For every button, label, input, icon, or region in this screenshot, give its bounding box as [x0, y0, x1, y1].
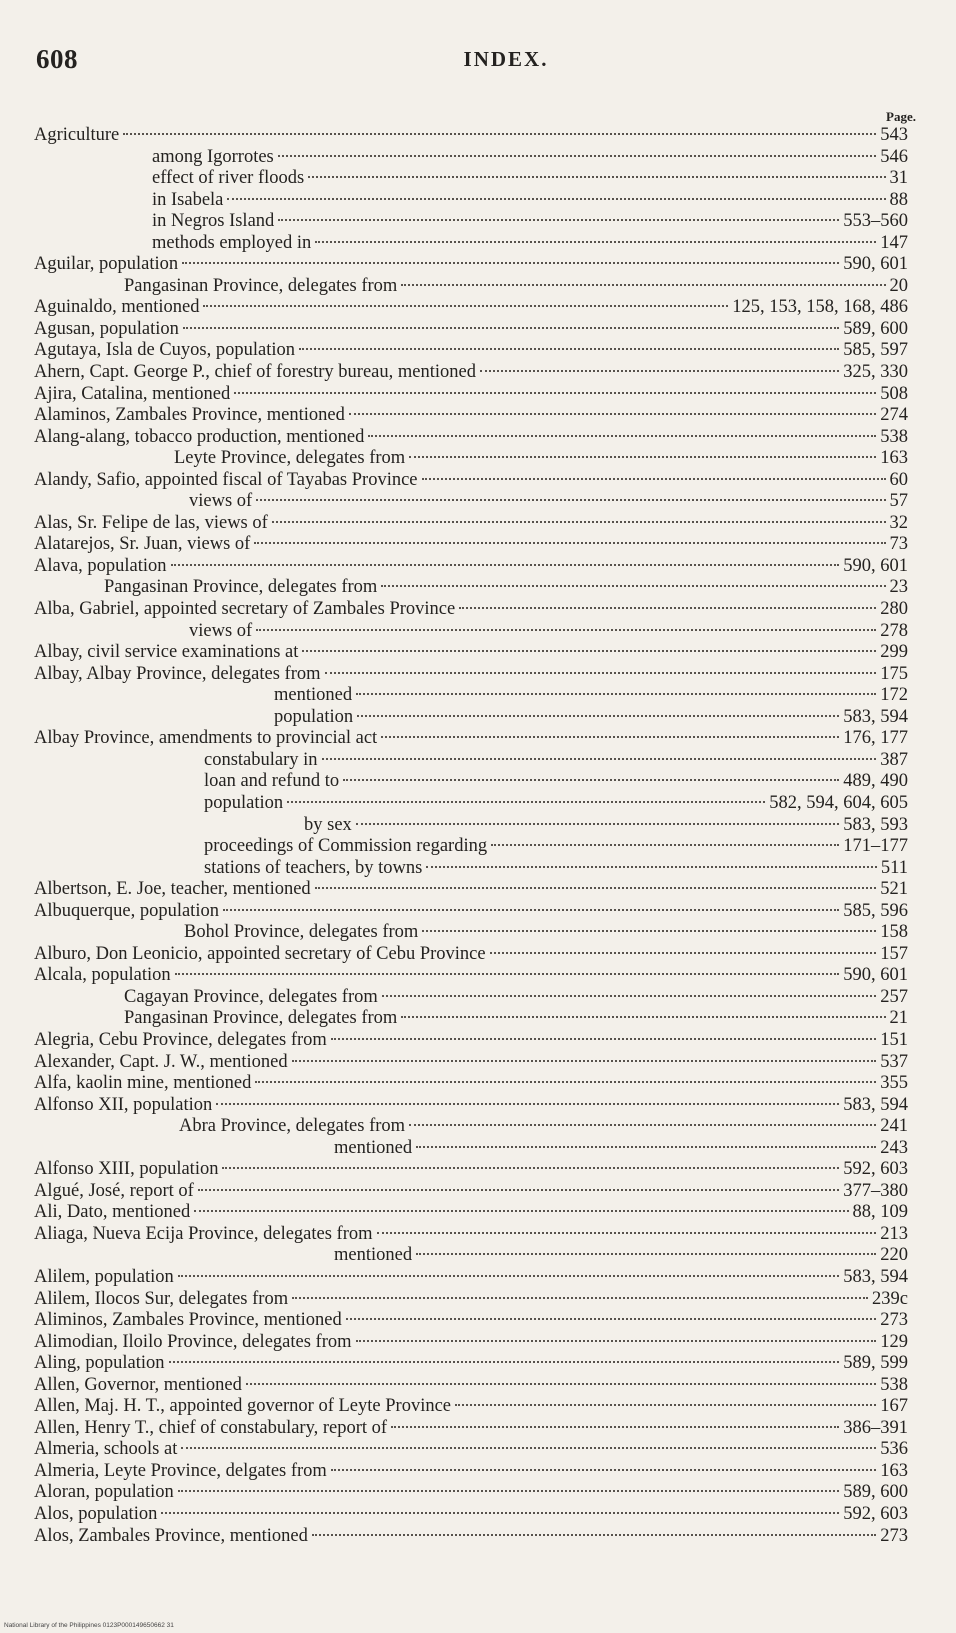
index-entry — [34, 362, 910, 384]
dot-leader — [203, 305, 728, 307]
dot-leader — [161, 1512, 839, 1514]
dot-leader — [459, 607, 876, 609]
index-entry — [34, 1138, 910, 1160]
index-entry — [34, 340, 910, 362]
entry-page-ref: 175 — [880, 663, 908, 684]
entry-page-ref: 583, 593 — [843, 814, 908, 835]
entry-page-ref: 171–177 — [843, 836, 908, 857]
dot-leader — [308, 176, 885, 178]
entry-term: Aguilar, population — [34, 254, 179, 275]
entry-term: Albuquerque, population — [34, 900, 219, 921]
entry-term: Almeria, Leyte Province, delgates from — [34, 1460, 327, 1481]
entry-term: Alimodian, Iloilo Province, delegates from — [34, 1331, 352, 1352]
entry-term: Pangasinan Province, delegates from — [124, 1008, 398, 1029]
dot-leader — [292, 1297, 868, 1299]
entry-page-ref: 299 — [880, 642, 908, 663]
entry-term: Alandy, Safio, appointed fiscal of Tayabas Province — [34, 469, 418, 490]
dot-leader — [123, 133, 876, 135]
dot-leader — [256, 629, 876, 631]
entry-page-ref: 590, 601 — [843, 254, 908, 275]
entry-term: Alilem, population — [34, 1266, 174, 1287]
entry-term: Leyte Province, delegates from — [174, 448, 406, 469]
entry-term: Allen, Maj. H. T., appointed governor of Leyte Province — [34, 1396, 451, 1417]
entry-page-ref: 239c — [872, 1288, 908, 1309]
index-entry — [34, 944, 910, 966]
index-entry — [34, 965, 910, 987]
entry-term: Albay, civil service examinations at — [34, 642, 299, 663]
running-title: INDEX. — [463, 47, 549, 71]
index-entry — [34, 1504, 910, 1526]
entry-page-ref: 213 — [880, 1223, 908, 1244]
page-header — [36, 44, 916, 80]
entry-term: Alba, Gabriel, appointed secretary of Zambales Province — [34, 599, 456, 620]
entry-term: Agriculture — [34, 125, 120, 145]
dot-leader — [356, 693, 876, 695]
entry-term: Algué, José, report of — [34, 1180, 194, 1201]
index-entry — [34, 405, 910, 427]
index-entry — [34, 1267, 910, 1289]
entry-term: among Igorrotes — [152, 146, 274, 167]
index-entry — [34, 642, 910, 664]
index-entry — [34, 1030, 910, 1052]
entry-term: Alos, population — [34, 1504, 158, 1524]
entry-term: views of — [189, 620, 253, 641]
entry-term: population — [274, 706, 354, 727]
dot-leader — [409, 456, 876, 458]
entry-term: Alfa, kaolin mine, mentioned — [34, 1073, 252, 1094]
dot-leader — [216, 1103, 839, 1105]
index-entry — [34, 664, 910, 686]
entry-page-ref: 536 — [880, 1439, 908, 1460]
dot-leader — [381, 585, 885, 587]
entry-term: Alcala, population — [34, 965, 171, 986]
entry-term: views of — [189, 491, 253, 512]
dot-leader — [356, 823, 839, 825]
dot-leader — [377, 1232, 877, 1234]
page-column-label: Page. — [886, 109, 916, 124]
entry-term: Alilem, Ilocos Sur, delegates from — [34, 1288, 289, 1309]
entry-page-ref: 590, 601 — [843, 555, 908, 576]
index-entry — [34, 599, 910, 621]
index-entry — [34, 707, 910, 729]
dot-leader — [256, 499, 885, 501]
entry-page-ref: 147 — [880, 232, 908, 253]
library-credit: National Library of the Philippines 0123P000149650662 31 — [4, 1622, 174, 1629]
dot-leader — [292, 1060, 877, 1062]
index-entry — [34, 1095, 910, 1117]
entry-page-ref: 21 — [889, 1008, 908, 1029]
dot-leader — [322, 758, 877, 760]
entry-page-ref: 386–391 — [843, 1417, 908, 1438]
entry-page-ref: 176, 177 — [843, 728, 908, 749]
index-entry — [34, 815, 910, 837]
entry-page-ref: 377–380 — [843, 1180, 908, 1201]
index-entry — [34, 1396, 910, 1418]
entry-page-ref: 546 — [880, 146, 908, 167]
entry-page-ref: 585, 596 — [843, 900, 908, 921]
dot-leader — [331, 1469, 876, 1471]
entry-page-ref: 88 — [889, 189, 908, 210]
dot-leader — [287, 801, 765, 803]
entry-term: mentioned — [334, 1245, 413, 1266]
dot-leader — [357, 715, 839, 717]
entry-page-ref: 274 — [880, 405, 908, 426]
dot-leader — [182, 262, 839, 264]
entry-term: Alexander, Capt. J. W., mentioned — [34, 1051, 288, 1072]
entry-page-ref: 280 — [880, 599, 908, 620]
entry-term: Allen, Governor, mentioned — [34, 1374, 242, 1395]
entry-term: population — [204, 792, 284, 813]
page-number: 608 — [36, 44, 78, 74]
index-entry — [34, 125, 910, 147]
dot-leader — [409, 1124, 876, 1126]
entry-page-ref: 582, 594, 604, 605 — [769, 792, 908, 813]
index-entry — [34, 1332, 910, 1354]
entry-page-ref: 158 — [880, 922, 908, 943]
index-entry — [34, 879, 910, 901]
entry-page-ref: 125, 153, 158, 168, 486 — [732, 297, 908, 318]
entry-page-ref: 589, 599 — [843, 1353, 908, 1374]
entry-term: effect of river floods — [152, 168, 305, 189]
entry-term: Aguinaldo, mentioned — [34, 297, 200, 318]
entry-page-ref: 273 — [880, 1525, 908, 1546]
entry-page-ref: 511 — [880, 857, 908, 878]
entry-page-ref: 163 — [880, 448, 908, 469]
entry-page-ref: 325, 330 — [843, 362, 908, 383]
entry-term: Alang-alang, tobacco production, mentioned — [34, 426, 365, 447]
entry-page-ref: 163 — [880, 1460, 908, 1481]
dot-leader — [343, 779, 839, 781]
index-entry — [34, 513, 910, 535]
index-entry — [34, 1310, 910, 1332]
dot-leader — [255, 1081, 876, 1083]
entry-term: Alava, population — [34, 555, 167, 576]
entry-term: in Negros Island — [152, 211, 275, 232]
entry-term: Pangasinan Province, delegates from — [124, 275, 398, 296]
entry-page-ref: 583, 594 — [843, 1266, 908, 1287]
entry-page-ref: 537 — [880, 1051, 908, 1072]
index-entry — [34, 384, 910, 406]
entry-page-ref: 243 — [880, 1137, 908, 1158]
index-entry — [34, 771, 910, 793]
dot-leader — [169, 1361, 840, 1363]
dot-leader — [299, 348, 839, 350]
index-entry — [34, 1008, 910, 1030]
index-entry — [34, 276, 910, 298]
index-entry — [34, 577, 910, 599]
dot-leader — [227, 198, 885, 200]
entry-page-ref: 589, 600 — [843, 1482, 908, 1503]
entry-page-ref: 220 — [880, 1245, 908, 1266]
entry-term: Alatarejos, Sr. Juan, views of — [34, 534, 251, 555]
index-entry — [34, 1418, 910, 1440]
entry-term: Allen, Henry T., chief of constabulary, report of — [34, 1417, 388, 1438]
entry-page-ref: 241 — [880, 1116, 908, 1137]
entry-page-ref: 157 — [880, 943, 908, 964]
entry-term: Aliminos, Zambales Province, mentioned — [34, 1310, 342, 1331]
entry-term: Cagayan Province, delegates from — [124, 986, 378, 1007]
entry-term: Alaminos, Zambales Province, mentioned — [34, 405, 345, 426]
entry-page-ref: 553–560 — [843, 211, 908, 232]
dot-leader — [422, 478, 886, 480]
entry-page-ref: 257 — [880, 986, 908, 1007]
entry-page-ref: 583, 594 — [843, 706, 908, 727]
dot-leader — [382, 995, 876, 997]
entry-term: constabulary in — [204, 749, 318, 770]
entry-term: Agusan, population — [34, 318, 179, 339]
entry-term: methods employed in — [152, 232, 312, 253]
index-entry — [34, 1202, 910, 1224]
index-entries — [34, 125, 910, 1547]
entry-page-ref: 589, 600 — [843, 318, 908, 339]
index-entry — [34, 448, 910, 470]
index-entry — [34, 987, 910, 1009]
dot-leader — [422, 930, 876, 932]
entry-page-ref: 592, 603 — [843, 1159, 908, 1180]
index-entry — [34, 901, 910, 923]
dot-leader — [181, 1447, 876, 1449]
entry-term: Ahern, Capt. George P., chief of forestry bureau, mentioned — [34, 362, 476, 383]
entry-page-ref: 355 — [880, 1073, 908, 1094]
dot-leader — [183, 327, 839, 329]
dot-leader — [302, 650, 876, 652]
dot-leader — [222, 1167, 839, 1169]
entry-page-ref: 278 — [880, 620, 908, 641]
dot-leader — [315, 887, 877, 889]
entry-page-ref: 508 — [880, 383, 908, 404]
index-entry — [34, 254, 910, 276]
dot-leader — [381, 736, 839, 738]
entry-term: Alegria, Cebu Province, delegates from — [34, 1029, 327, 1050]
index-entry — [34, 233, 910, 255]
entry-term: mentioned — [334, 1137, 413, 1158]
dot-leader — [312, 1534, 876, 1536]
dot-leader — [178, 1275, 839, 1277]
dot-leader — [391, 1426, 839, 1428]
entry-term: mentioned — [274, 685, 353, 706]
index-entry — [34, 1116, 910, 1138]
dot-leader — [325, 672, 877, 674]
dot-leader — [246, 1383, 876, 1385]
index-entry — [34, 1159, 910, 1181]
entry-term: by sex — [304, 814, 352, 835]
entry-term: Ali, Dato, mentioned — [34, 1202, 191, 1223]
entry-page-ref: 583, 594 — [843, 1094, 908, 1115]
entry-page-ref: 88, 109 — [852, 1202, 908, 1223]
index-entry — [34, 556, 910, 578]
entry-page-ref: 32 — [889, 512, 908, 533]
dot-leader — [198, 1189, 839, 1191]
entry-page-ref: 538 — [880, 426, 908, 447]
dot-leader — [272, 521, 886, 523]
entry-term: Albertson, E. Joe, teacher, mentioned — [34, 879, 311, 900]
entry-term: Alas, Sr. Felipe de las, views of — [34, 512, 268, 533]
index-entry — [34, 491, 910, 513]
index-entry — [34, 836, 910, 858]
entry-term: Abra Province, delegates from — [179, 1116, 406, 1137]
index-entry — [34, 685, 910, 707]
index-entry — [34, 1461, 910, 1483]
entry-page-ref: 20 — [889, 275, 908, 296]
dot-leader — [331, 1038, 876, 1040]
entry-term: Ajira, Catalina, mentioned — [34, 383, 231, 404]
entry-term: Pangasinan Province, delegates from — [104, 577, 378, 598]
index-entry — [34, 297, 910, 319]
entry-page-ref: 273 — [880, 1310, 908, 1331]
entry-term: Albay Province, amendments to provincial act — [34, 728, 378, 749]
dot-leader — [346, 1318, 876, 1320]
dot-leader — [178, 1490, 839, 1492]
entry-page-ref: 60 — [889, 469, 908, 490]
entry-term: stations of teachers, by towns — [204, 857, 423, 878]
entry-term: Almeria, schools at — [34, 1439, 178, 1460]
index-entry — [34, 1375, 910, 1397]
dot-leader — [223, 909, 839, 911]
dot-leader — [416, 1253, 876, 1255]
index-entry — [34, 1353, 910, 1375]
index-entry — [34, 1439, 910, 1461]
entry-page-ref: 521 — [880, 879, 908, 900]
index-entry — [34, 427, 910, 449]
index-entry — [34, 319, 910, 341]
index-entry — [34, 1052, 910, 1074]
index-entry — [34, 1482, 910, 1504]
dot-leader — [315, 241, 876, 243]
dot-leader — [491, 844, 839, 846]
dot-leader — [234, 392, 876, 394]
dot-leader — [175, 973, 840, 975]
index-entry — [34, 1526, 910, 1548]
dot-leader — [171, 564, 840, 566]
entry-page-ref: 23 — [889, 577, 908, 598]
index-entry — [34, 793, 910, 815]
entry-page-ref: 31 — [889, 168, 908, 189]
dot-leader — [194, 1210, 848, 1212]
entry-term: Bohol Province, delegates from — [184, 922, 419, 943]
dot-leader — [278, 219, 839, 221]
dot-leader — [480, 370, 839, 372]
index-entry — [34, 470, 910, 492]
index-entry — [34, 211, 910, 233]
index-entry — [34, 1245, 910, 1267]
dot-leader — [401, 1016, 885, 1018]
entry-term: Aling, population — [34, 1353, 165, 1374]
entry-term: Alos, Zambales Province, mentioned — [34, 1525, 308, 1546]
entry-term: proceedings of Commission regarding — [204, 836, 488, 857]
dot-leader — [401, 284, 885, 286]
entry-page-ref: 592, 603 — [843, 1504, 908, 1524]
dot-leader — [455, 1404, 876, 1406]
entry-page-ref: 538 — [880, 1374, 908, 1395]
entry-page-ref: 543 — [880, 125, 908, 145]
index-entry — [34, 1289, 910, 1311]
entry-term: Aloran, population — [34, 1482, 174, 1503]
entry-page-ref: 585, 597 — [843, 340, 908, 361]
entry-term: in Isabela — [152, 189, 224, 210]
dot-leader — [416, 1146, 876, 1148]
dot-leader — [368, 435, 876, 437]
index-entry — [34, 190, 910, 212]
entry-page-ref: 489, 490 — [843, 771, 908, 792]
index-entry — [34, 922, 910, 944]
dot-leader — [426, 866, 877, 868]
index-entry — [34, 750, 910, 772]
index-entry — [34, 1224, 910, 1246]
entry-term: Alburo, Don Leonicio, appointed secretary of Cebu Province — [34, 943, 486, 964]
index-entry — [34, 168, 910, 190]
dot-leader — [490, 952, 877, 954]
entry-term: Aliaga, Nueva Ecija Province, delegates from — [34, 1223, 373, 1244]
entry-page-ref: 151 — [880, 1029, 908, 1050]
dot-leader — [356, 1340, 877, 1342]
index-entry — [34, 621, 910, 643]
entry-page-ref: 387 — [880, 749, 908, 770]
entry-term: Albay, Albay Province, delegates from — [34, 663, 321, 684]
index-entry — [34, 147, 910, 169]
dot-leader — [254, 542, 885, 544]
entry-page-ref: 57 — [889, 491, 908, 512]
index-entry — [34, 534, 910, 556]
entry-term: Alfonso XII, population — [34, 1094, 213, 1115]
entry-page-ref: 172 — [880, 685, 908, 706]
entry-term: Alfonso XIII, population — [34, 1159, 219, 1180]
entry-page-ref: 73 — [889, 534, 908, 555]
index-entry — [34, 728, 910, 750]
dot-leader — [349, 413, 876, 415]
entry-page-ref: 129 — [880, 1331, 908, 1352]
index-entry — [34, 1073, 910, 1095]
dot-leader — [278, 155, 876, 157]
index-entry — [34, 1181, 910, 1203]
entry-term: loan and refund to — [204, 771, 340, 792]
entry-page-ref: 167 — [880, 1396, 908, 1417]
entry-page-ref: 590, 601 — [843, 965, 908, 986]
index-entry — [34, 858, 910, 880]
entry-term: Agutaya, Isla de Cuyos, population — [34, 340, 296, 361]
